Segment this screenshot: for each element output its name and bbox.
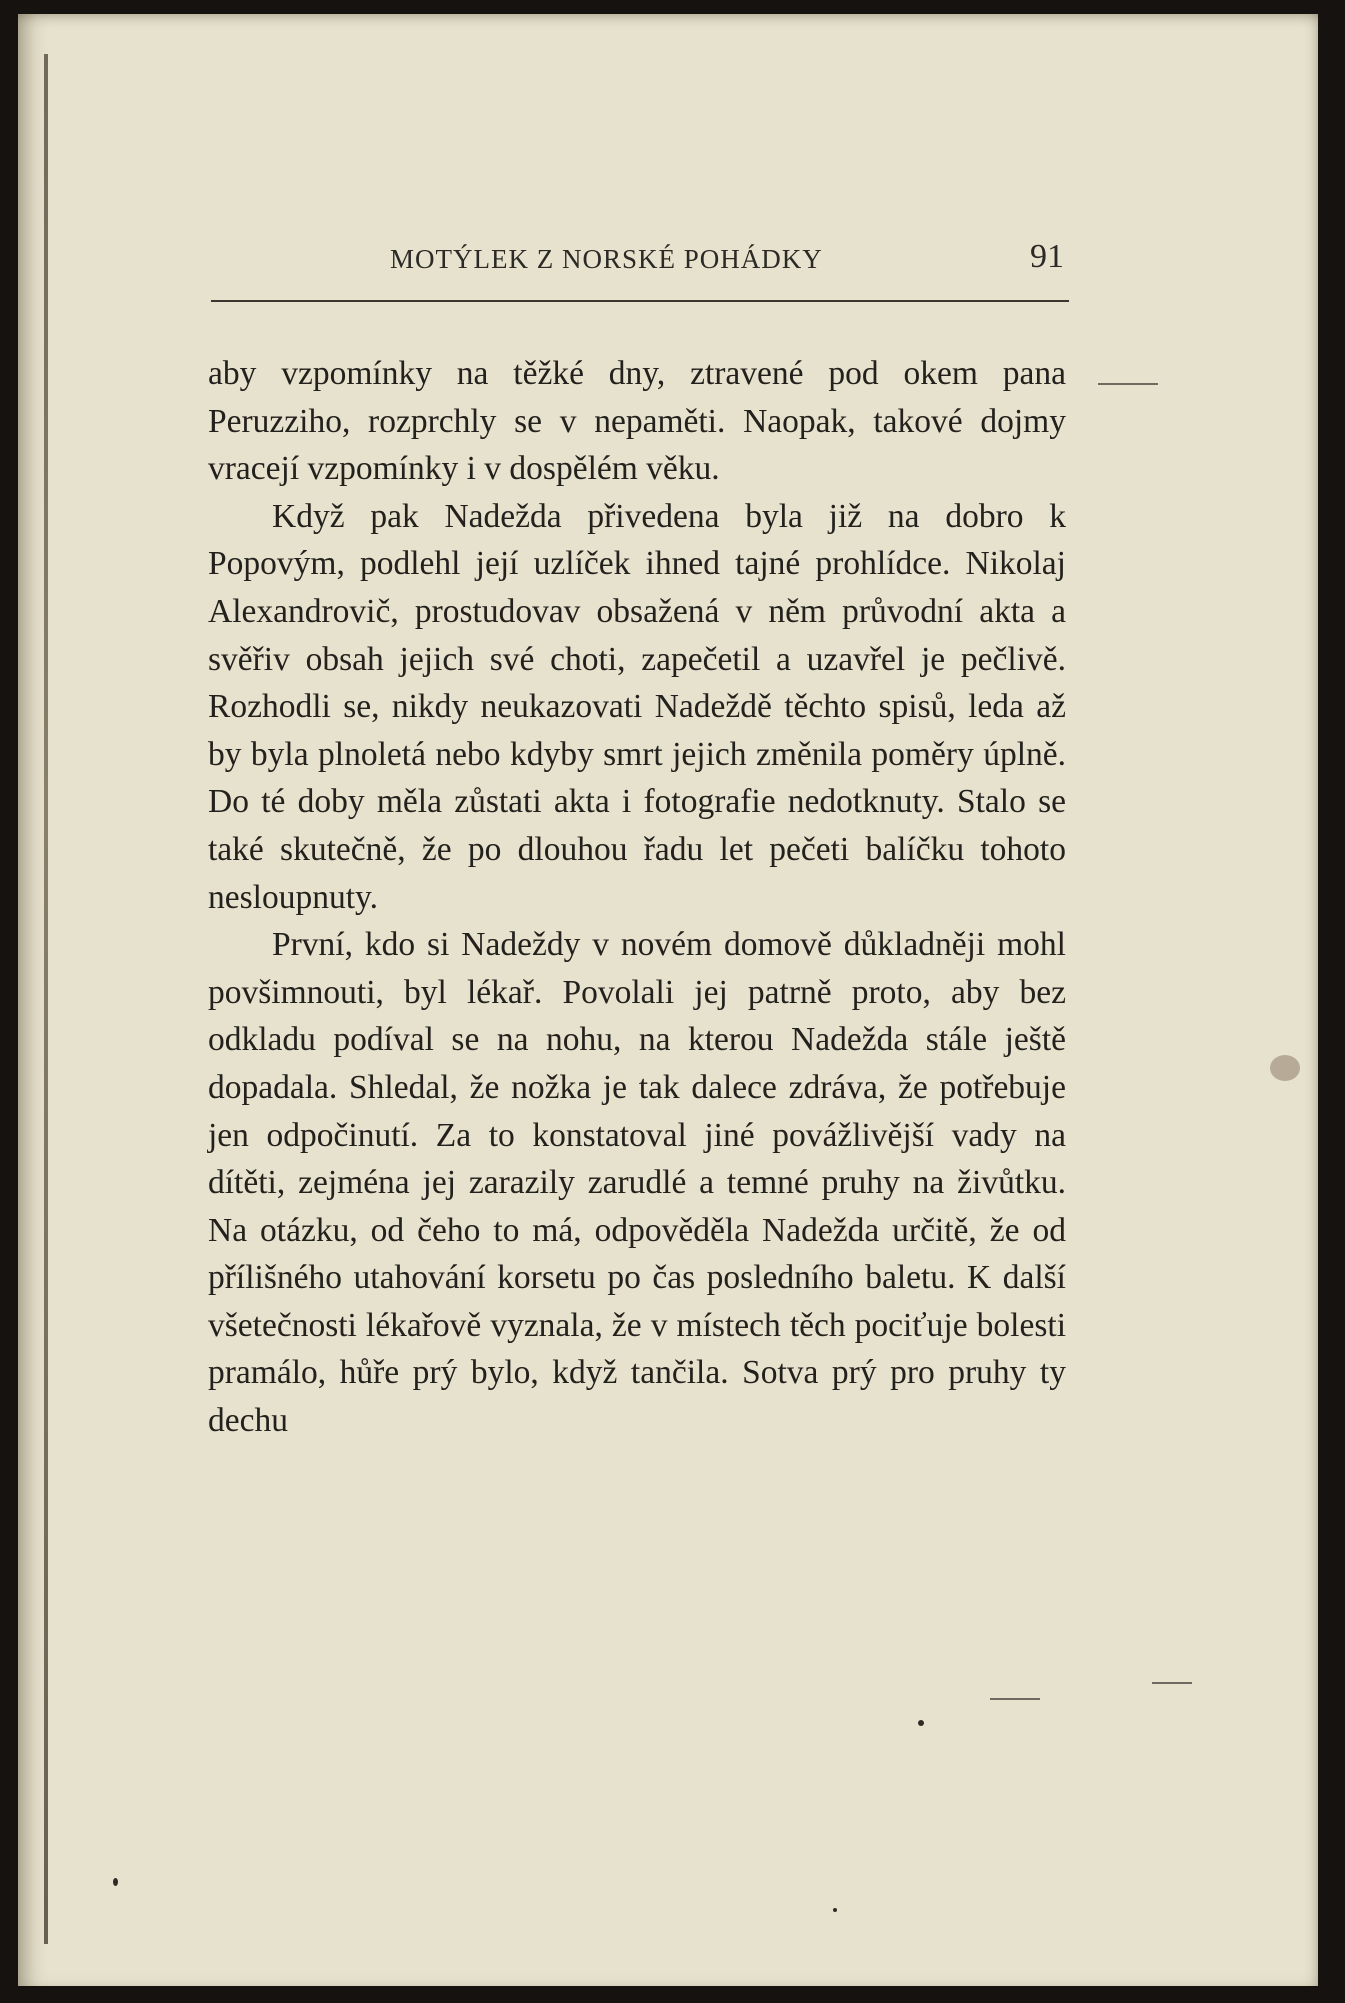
header-rule: [211, 300, 1069, 302]
paragraph-2: Když pak Nadežda přivedena byla již na dobro k Popovým, podlehl její uzlíček ihned tajné prohlídce. Nikolaj Alexandrovič, prostudovav obsažená v něm průvodní akta a svěřiv obsah jejich své choti, zapečetil a uzavřel je pečlivě. Rozhodli se, nikdy neukazovati Nadeždě těchto spisů, leda až by byla plnoletá nebo kdyby smrt jejich změnila poměry úplně. Do té doby měla zůstati akta i fotografie nedotknuty. Stalo se také skutečně, že po dlouhou řadu let pečeti balíčku tohoto nesloupnuty.: [208, 497, 1066, 916]
paragraph-1: aby vzpomínky na těžké dny, ztravené pod okem pana Peruzziho, rozprchly se v nepaměti. Naopak, takové dojmy vracejí vzpomínky i v dospělém věku.: [208, 355, 1066, 488]
page-number: 91: [1030, 238, 1064, 275]
paragraph-3: První, kdo si Nadeždy v novém domově důkladněji mohl povšimnouti, byl lékař. Povolali jej patrně proto, aby bez odkladu podíval se na nohu, na kterou Nadežda stále ještě dopadala. Shledal, že nožka je tak dalece zdráva, že potřebuje jen odpočinutí. Za to konstatoval jiné povážlivější vady na dítěti, zejména jej zarazily zarudlé a temné pruhy na živůtku. Na otázku, od čeho to má, odpověděla Nadežda určitě, že od přílišného utahování korsetu po čas posledního baletu. K další všetečnosti lékařově vyznala, že v místech těch pociťuje bolesti pramálo, hůře prý bylo, když tančila. Sotva prý pro pruhy ty dechu: [208, 926, 1066, 1440]
ink-dot: [833, 1908, 837, 1912]
ink-dot: [113, 1878, 118, 1886]
binding-gutter-line: [44, 54, 48, 1944]
margin-mark-bottom: [1152, 1682, 1192, 1684]
body-text: [208, 350, 1066, 1445]
paper-blot: [1270, 1055, 1300, 1081]
page-header: [190, 230, 1070, 286]
underline-mark: [990, 1698, 1040, 1700]
ink-dot: [918, 1720, 924, 1726]
margin-mark-top: [1098, 383, 1158, 385]
running-title: MOTÝLEK Z NORSKÉ POHÁDKY: [390, 244, 823, 274]
